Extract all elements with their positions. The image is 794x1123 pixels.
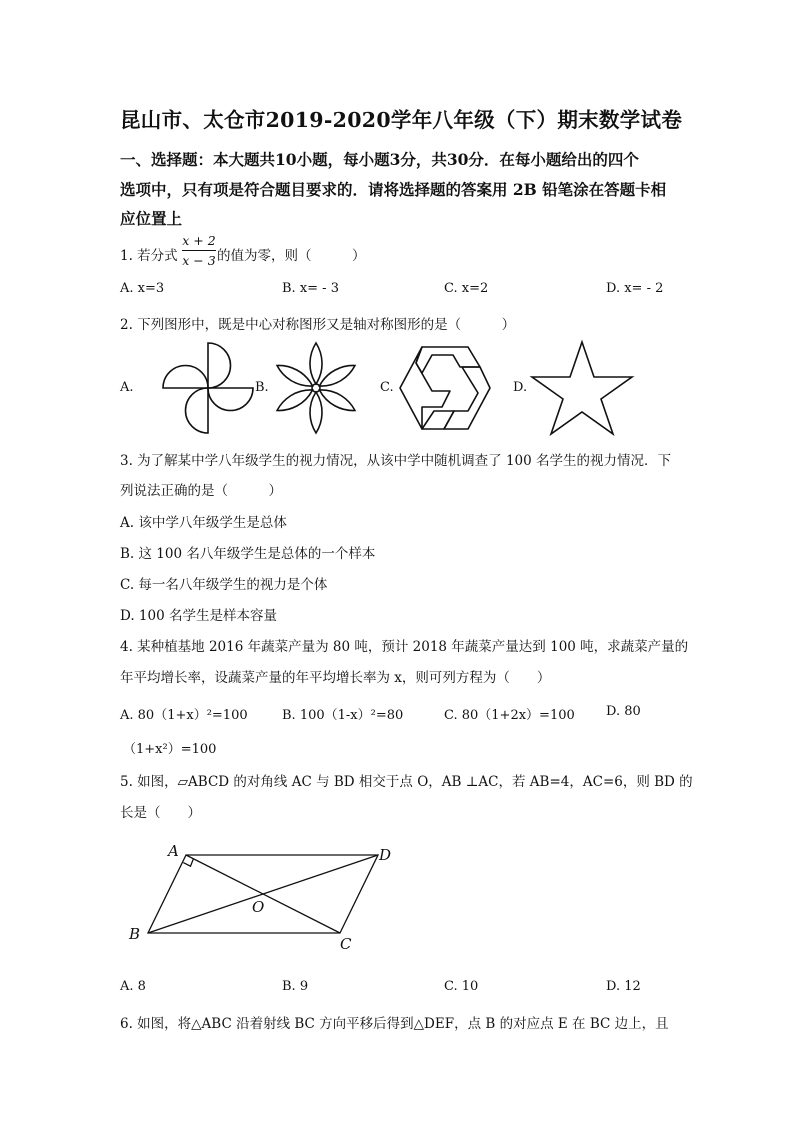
- q4-line-1: 4. 某种植基地 2016 年蔬菜产量为 80 吨，预计 2018 年蔬菜产量达到 100 吨，求蔬菜产量的: [120, 639, 689, 655]
- q4-option-a: A. 80（1+x）²=100: [120, 708, 248, 723]
- q2-option-d: D.: [513, 380, 528, 395]
- q3-line-2: 列说法正确的是（ ）: [120, 483, 282, 499]
- q1-fraction: [182, 233, 216, 268]
- q1-option-d: D. x= - 2: [606, 281, 664, 296]
- section-header-line-2: 选项中，只有项是符合题目要求的．请将选择题的答案用 2B 铅笔涂在答题卡相: [120, 180, 667, 199]
- q5-option-a: A. 8: [120, 979, 146, 994]
- vertex-label-c: C: [340, 935, 352, 953]
- q5-line-1: 5. 如图，▱ABCD 的对角线 AC 与 BD 相交于点 O，AB ⊥AC，若 AB=4，AC=6，则 BD 的: [120, 774, 693, 790]
- q5-option-d: D. 12: [606, 979, 641, 994]
- q5-option-b: B. 9: [282, 979, 309, 994]
- q4-option-b: B. 100（1-x）²=80: [282, 708, 404, 723]
- q5-line-2: 长是（ ）: [120, 805, 201, 821]
- page-title: 昆山市、太仓市2019-2020学年八年级（下）期末数学试卷: [120, 108, 683, 132]
- hexagon-arrows-figure: [398, 345, 492, 431]
- q3-option-d: D. 100 名学生是样本容量: [120, 608, 277, 624]
- star-figure: [531, 341, 633, 435]
- q2-option-b: B.: [255, 380, 269, 395]
- q3-option-a: A. 该中学八年级学生是总体: [120, 515, 287, 531]
- q1-suffix: 的值为零，则（ ）: [217, 248, 366, 264]
- vertex-label-b: B: [129, 925, 141, 943]
- q1-option-b: B. x= - 3: [282, 281, 339, 296]
- q3-option-c: C. 每一名八年级学生的视力是个体: [120, 577, 328, 593]
- q1-option-c: C. x=2: [444, 281, 489, 296]
- q5-option-c: C. 10: [444, 979, 479, 994]
- q3-line-1: 3. 为了解某中学八年级学生的视力情况，从该中学中随机调查了 100 名学生的视力情况．下: [120, 453, 672, 469]
- q2-option-c: C.: [380, 380, 394, 395]
- q2-text: 2. 下列图形中，既是中心对称图形又是轴对称图形的是（ ）: [120, 317, 516, 333]
- pinwheel-figure: [163, 343, 253, 433]
- q3-option-b: B. 这 100 名八年级学生是总体的一个样本: [120, 546, 376, 562]
- section-header-line-3: 应位置上: [120, 209, 183, 228]
- q1-numerator: x + 2: [182, 233, 216, 251]
- q4-option-d-continued: （1+x²）=100: [123, 742, 217, 757]
- vertex-label-a: A: [168, 842, 179, 860]
- center-label-o: O: [252, 898, 265, 916]
- flower-figure: [270, 341, 362, 435]
- q6-line-1: 6. 如图，将△ABC 沿着射线 BC 方向平移后得到△DEF，点 B 的对应点 E 在 BC 边上，且: [120, 1016, 669, 1032]
- section-header-line-1: 一、选择题：本大题共10小题，每小题3分，共30分．在每小题给出的四个: [120, 150, 639, 169]
- q1-denominator: x − 3: [182, 253, 216, 268]
- q4-option-c: C. 80（1+2x）=100: [444, 708, 575, 723]
- q1-option-a: A. x=3: [120, 281, 165, 296]
- q4-option-d: D. 80: [606, 704, 641, 719]
- vertex-label-d: D: [379, 846, 392, 864]
- q1-prefix: 1. 若分式: [120, 248, 178, 264]
- q2-option-a: A.: [120, 380, 134, 395]
- q4-line-2: 年平均增长率，设蔬菜产量的年平均增长率为 x，则可列方程为（ ）: [120, 670, 551, 686]
